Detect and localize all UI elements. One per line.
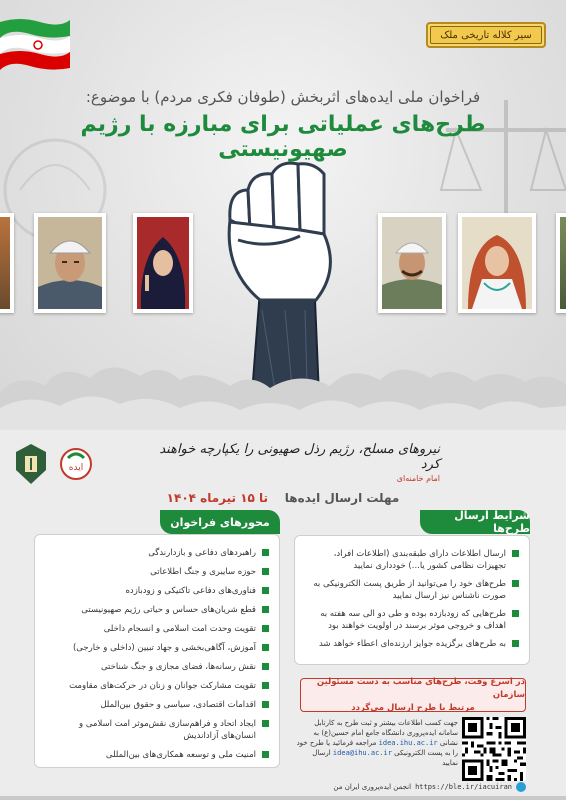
list-item: راهبردهای دفاعی و بازدارندگی: [45, 547, 269, 559]
bullet-icon: [512, 610, 519, 617]
idea-association-logo: [58, 446, 94, 486]
logo-text: سیر کلاله تاریخی ملک: [440, 29, 532, 41]
submission-deadline: [150, 491, 416, 505]
list-item: امنیت ملی و توسعه همکاری‌های بین‌المللی: [45, 749, 269, 761]
bullet-icon: [512, 550, 519, 557]
website-link[interactable]: idea.ihu.ac.ir: [378, 739, 438, 747]
deadline-label: مهلت ارسال ایده‌ها: [284, 491, 400, 505]
quote-signature: امام خامنه‌ای: [396, 473, 440, 483]
list-item: ایجاد اتحاد و فراهم‌سازی نقش‌موثر امت اسلامی و انسان‌های آزاداندیش: [45, 718, 269, 742]
university-emblem: [14, 442, 48, 486]
bullet-icon: [262, 587, 269, 594]
cloud-band: [0, 352, 566, 430]
qr-code[interactable]: [462, 717, 526, 781]
list-item: طرح‌های خود را می‌توانید از طریق پست الکترونیکی به صورت ناشناس نیز ارسال نمایید: [303, 578, 519, 602]
bullet-icon: [262, 682, 269, 689]
axes-panel: [34, 534, 280, 768]
deadline-date: تا ۱۵ تیرماه ۱۴۰۴: [166, 491, 269, 505]
list-item: اقدامات اقتصادی، سیاسی و حقوق بین‌الملل: [45, 699, 269, 711]
bullet-icon: [512, 580, 519, 587]
list-item: ارسال اطلاعات دارای طبقه‌بندی (اطلاعات افراد، تجهیزات نظامی کشور یا...) خودداری نمایید: [303, 548, 519, 572]
notice-line-2: مرتبط با طرح ارسال می‌گردد: [351, 702, 475, 713]
contact-text: مراجعه فرمائید یا طرح خود را به پست الکترونیکی: [296, 739, 458, 757]
svg-text:ایده: ایده: [68, 463, 84, 473]
bullet-icon: [262, 720, 269, 727]
quote-text: نیروهای مسلح، رژیم رذل صهیونی را یکپارچه خواهند کرد: [159, 441, 440, 472]
portrait-photo: [0, 213, 14, 313]
bullet-icon: [262, 663, 269, 670]
bullet-icon: [262, 625, 269, 632]
list-item: تقویت مشارکت جوانان و زنان در حرکت‌های مقاومت: [45, 680, 269, 692]
portrait-photo: [556, 213, 566, 313]
contact-text: ارسال نمایید: [312, 749, 458, 767]
iran-flag-icon: [0, 14, 70, 74]
list-item: طرح‌هایی که زودبازده بوده و طی دو الی سه هفته به اهداف و خروجی موثر برسند در اولویت خواهند بود: [303, 608, 519, 632]
bullet-icon: [262, 549, 269, 556]
bullet-icon: [262, 751, 269, 758]
announcement-subtitle: فراخوان ملی ایده‌های اثربخش (طوفان فکری مردم) با موضوع:: [85, 88, 481, 106]
bottom-divider: [0, 796, 566, 800]
conditions-title: شرایط ارسال طرح‌ها: [420, 510, 530, 534]
email-link[interactable]: idea@ihu.ac.ir: [332, 749, 392, 757]
list-item: قطع شریان‌های حساس و حیاتی رژیم صهیونیستی: [45, 604, 269, 616]
channel-url[interactable]: https://ble.ir/iacuiran: [415, 783, 512, 791]
calligraphy-logo: [426, 22, 546, 48]
portrait-engineer-helmet: [378, 213, 446, 313]
portrait-woman-chador: [133, 213, 193, 313]
list-item: تقویت وحدت امت اسلامی و انسجام داخلی: [45, 623, 269, 635]
notice-line-1: در اسرع وقت، طرح‌های مناسب به دست مسئولین سازمان: [316, 676, 525, 700]
bullet-icon: [262, 701, 269, 708]
conditions-panel: [294, 535, 530, 665]
bullet-icon: [512, 640, 519, 647]
bullet-icon: [262, 568, 269, 575]
footer-label: انجمن ایده‌پروری ایران من: [333, 783, 412, 791]
bullet-icon: [262, 606, 269, 613]
footer-bar: [296, 782, 526, 792]
followup-notice: [300, 678, 526, 712]
portrait-woman-doctor: [458, 213, 536, 313]
list-item: حوزه سایبری و جنگ اطلاعاتی: [45, 566, 269, 578]
telegram-icon: [516, 782, 526, 792]
announcement-title: طرح‌های عملیاتی برای مبارزه با رژیم صهیونیستی: [80, 112, 486, 162]
bullet-icon: [262, 644, 269, 651]
portrait-worker-helmet: [34, 213, 106, 313]
list-item: به طرح‌های برگزیده جوایز ارزنده‌ای اعطاء خواهد شد: [303, 638, 519, 650]
contact-info: [296, 718, 458, 768]
list-item: آموزش، آگاهی‌بخشی و جهاد تبیین (داخلی و خارجی): [45, 642, 269, 654]
axes-title: محورهای فراخوان: [160, 510, 280, 534]
contact-text: جهت کسب اطلاعات بیشتر و ثبت طرح به کارتابل سامانه ایده‌پروری دانشگاه جامع امام حسین(ع) به نشانی: [313, 719, 458, 747]
leader-quote: [140, 440, 440, 484]
list-item: نقش رسانه‌ها، فضای مجازی و جنگ شناختی: [45, 661, 269, 673]
list-item: فناوری‌های دفاعی تاکتیکی و زودبازده: [45, 585, 269, 597]
